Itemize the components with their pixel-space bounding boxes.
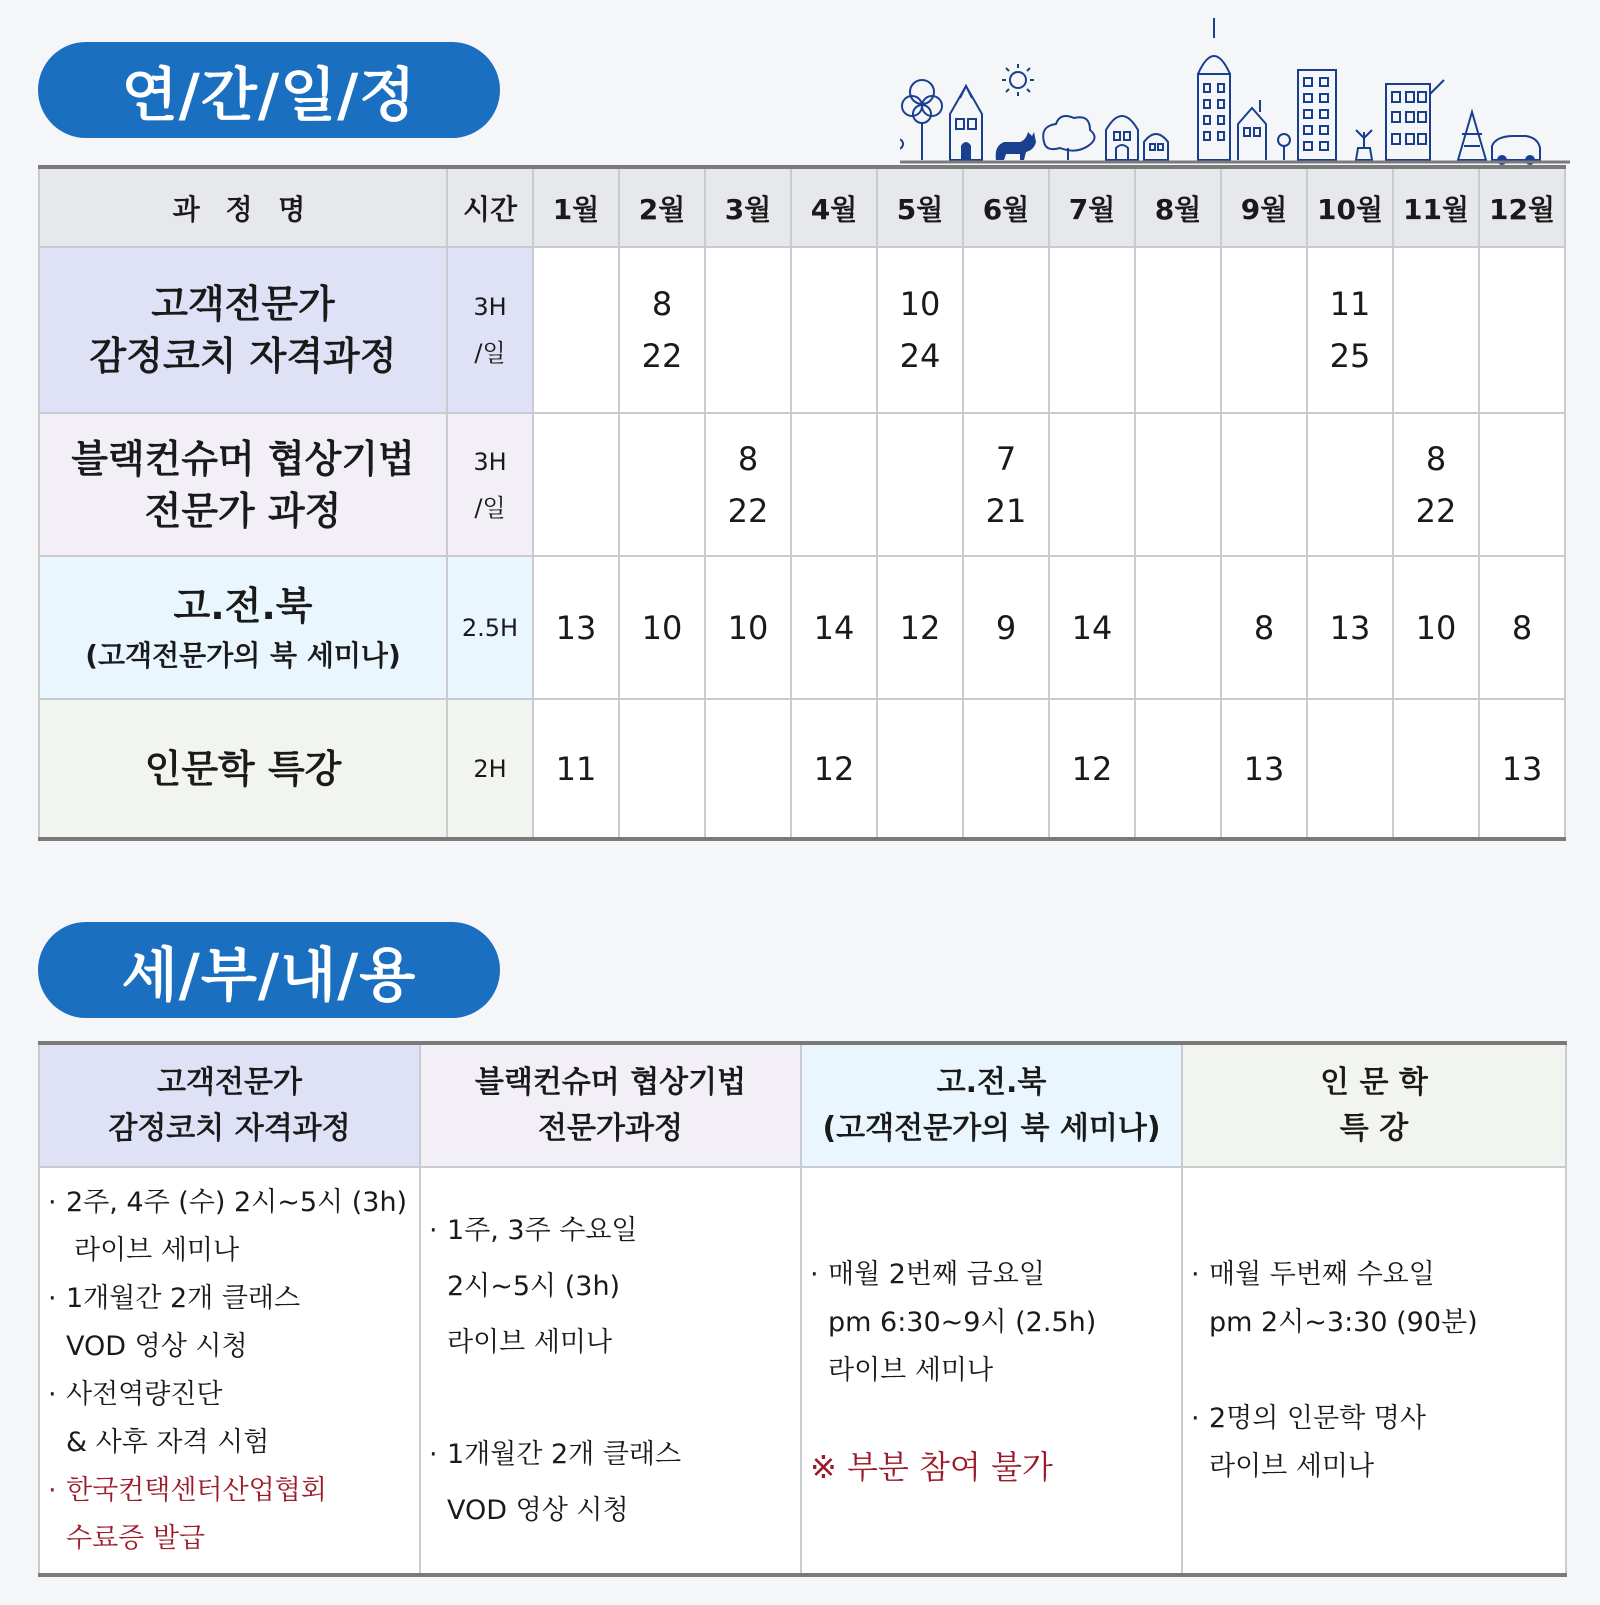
schedule-cell: 8 22 [1393,413,1479,556]
month-header: 11월 [1393,167,1479,247]
month-header: 3월 [705,167,791,247]
schedule-cell [619,699,705,839]
details-header-emotion-coach: 고객전문가 감정코치 자격과정 [39,1043,420,1167]
schedule-cell [1135,247,1221,413]
details-book-seminar [801,1167,1182,1575]
list-item: · 2명의 인문학 명사 라이브 세미나 [1191,1395,1557,1491]
course-hours: 2H [447,699,533,839]
flower-icon [1278,134,1290,160]
small-house-icon [1238,100,1266,160]
course-name-header: 과 정 명 [39,167,447,247]
month-header: 12월 [1479,167,1565,247]
course-name: 고객전문가 감정코치 자격과정 [39,247,447,413]
car-icon [1492,136,1540,164]
schedule-cell [1393,247,1479,413]
tree-icon [900,80,942,160]
course-name: 블랙컨슈머 협상기법 전문가 과정 [39,413,447,556]
schedule-cell [1049,413,1135,556]
schedule-cell [1307,699,1393,839]
course-name: 고.전.북 (고객전문가의 북 세미나) [39,556,447,699]
month-header: 8월 [1135,167,1221,247]
schedule-cell: 11 [533,699,619,839]
hours-header: 시간 [447,167,533,247]
list-item: · 1주, 3주 수요일 2시~5시 (3h) 라이브 세미나 [429,1203,792,1371]
details-header-humanities: 인 문 학 특 강 [1182,1043,1566,1167]
schedule-cell [1479,247,1565,413]
schedule-cell [877,413,963,556]
schedule-cell [877,699,963,839]
month-header: 5월 [877,167,963,247]
apartment-icon [1386,80,1444,160]
details-emotion-coach [39,1167,420,1575]
course-name: 인문학 특강 [39,699,447,839]
details-header-book-seminar: 고.전.북 (고객전문가의 북 세미나) [801,1043,1182,1167]
schedule-cell: 13 [1221,699,1307,839]
schedule-cell: 12 [877,556,963,699]
schedule-cell [791,247,877,413]
bush-icon [1043,116,1094,160]
schedule-cell [791,413,877,556]
month-header: 4월 [791,167,877,247]
schedule-cell: 13 [1307,556,1393,699]
annual-schedule-table [38,165,1566,841]
course-hours: 3H /일 [447,413,533,556]
schedule-cell [1049,247,1135,413]
schedule-cell: 10 [619,556,705,699]
schedule-cell [1135,556,1221,699]
schedule-cell [963,699,1049,839]
schedule-cell: 9 [963,556,1049,699]
list-item-certificate: · 한국컨택센터산업협회 수료증 발급 [48,1467,411,1563]
month-header: 10월 [1307,167,1393,247]
schedule-cell [1307,413,1393,556]
schedule-cell [1221,247,1307,413]
schedule-cell [1221,413,1307,556]
dome-house-icon [1106,116,1168,160]
month-header: 7월 [1049,167,1135,247]
schedule-cell [1393,699,1479,839]
building-icon [1298,70,1336,160]
list-item: · 1개월간 2개 클래스 VOD 영상 시청 [429,1427,792,1539]
schedule-cell: 12 [791,699,877,839]
town-doodle-illustration [900,14,1570,166]
course-details-table [38,1041,1567,1577]
schedule-cell: 14 [791,556,877,699]
schedule-cell [705,247,791,413]
details-humanities [1182,1167,1566,1575]
pine-tree-icon [1458,112,1486,160]
schedule-cell: 14 [1049,556,1135,699]
list-item: · 매월 두번째 수요일 pm 2시~3:30 (90분) [1191,1251,1557,1347]
schedule-header-row [39,167,1565,247]
course-hours: 2.5H [447,556,533,699]
month-header: 1월 [533,167,619,247]
table-row [39,556,1565,699]
schedule-cell [963,247,1049,413]
cat-icon [996,132,1036,160]
details-header-row [39,1043,1566,1167]
schedule-cell: 8 22 [619,247,705,413]
table-row [39,247,1565,413]
details-black-consumer [420,1167,801,1575]
details-title: 세/부/내/용 [38,922,500,1018]
schedule-cell: 12 [1049,699,1135,839]
partial-attendance-note: ※ 부분 참여 불가 [810,1447,1053,1486]
schedule-cell: 7 21 [963,413,1049,556]
schedule-cell: 13 [533,556,619,699]
schedule-cell [533,247,619,413]
month-header: 9월 [1221,167,1307,247]
list-item: · 매월 2번째 금요일 pm 6:30~9시 (2.5h) 라이브 세미나 [810,1251,1173,1395]
schedule-cell [705,699,791,839]
schedule-cell [619,413,705,556]
details-content-row [39,1167,1566,1575]
schedule-cell: 8 [1221,556,1307,699]
table-row [39,413,1565,556]
list-item: · 2주, 4주 (수) 2시~5시 (3h) 라이브 세미나 [48,1179,411,1275]
list-item: · 1개월간 2개 클래스 VOD 영상 시청 [48,1275,411,1371]
tower-icon [1198,18,1230,160]
schedule-cell [1135,699,1221,839]
month-header: 6월 [963,167,1049,247]
schedule-cell [533,413,619,556]
month-header: 2월 [619,167,705,247]
schedule-cell: 10 24 [877,247,963,413]
house-icon [950,86,982,160]
schedule-cell: 10 [1393,556,1479,699]
table-row [39,699,1565,839]
details-header-black-consumer: 블랙컨슈머 협상기법 전문가과정 [420,1043,801,1167]
schedule-cell: 10 [705,556,791,699]
schedule-cell: 11 25 [1307,247,1393,413]
course-hours: 3H /일 [447,247,533,413]
schedule-cell [1135,413,1221,556]
list-item: · 사전역량진단 & 사후 자격 시험 [48,1371,411,1467]
schedule-cell: 8 [1479,556,1565,699]
schedule-cell [1479,413,1565,556]
schedule-cell: 13 [1479,699,1565,839]
schedule-cell: 8 22 [705,413,791,556]
sun-icon [1002,64,1034,96]
annual-schedule-title: 연/간/일/정 [38,42,500,138]
plant-pot-icon [1356,130,1372,160]
